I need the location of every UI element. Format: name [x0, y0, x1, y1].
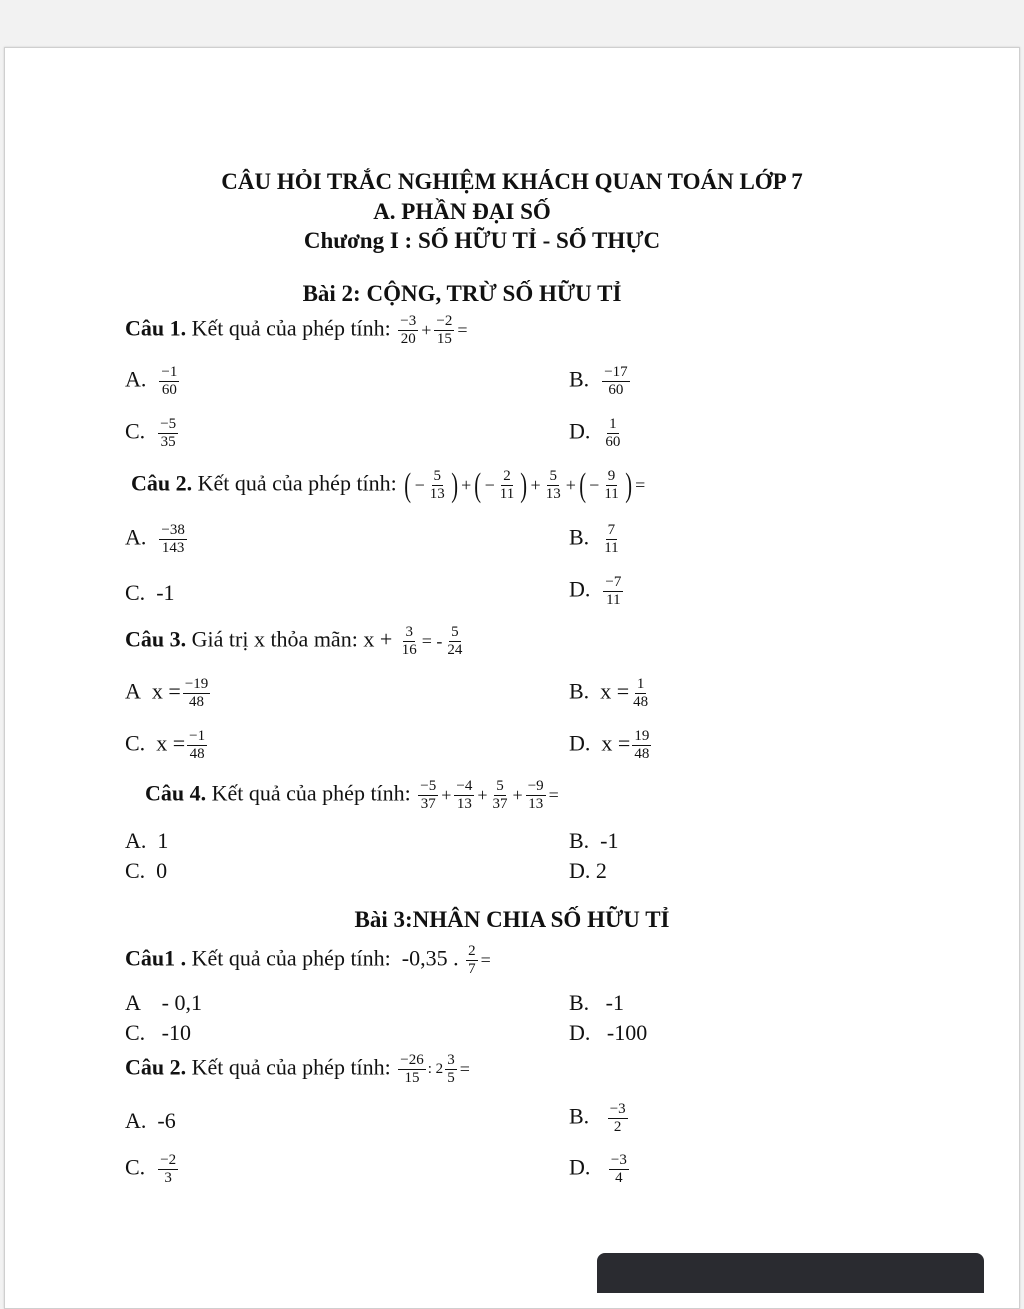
question-text: Kết quả của phép tính: [211, 780, 411, 806]
option-b[interactable]: B. $\frac{-3}{2}$ [569, 1101, 626, 1135]
option-a[interactable]: A. $\frac{-1}{60}$ [125, 364, 178, 398]
option-d[interactable]: D. $\frac{1}{60}$ [569, 416, 621, 450]
option-d[interactable]: D. -100 [569, 1020, 648, 1045]
option-d[interactable]: D. x = $\frac{19}{48}$ [569, 728, 650, 762]
question-label: Câu 4. [145, 780, 207, 806]
question-1: Câu 1. Kết quả của phép tính: $\frac{-3}{20}$ + $\frac{-2}{15}$ = [125, 313, 468, 347]
option-d[interactable]: D. 2 [569, 858, 607, 883]
option-b[interactable]: B. -1 [569, 828, 619, 853]
section-heading-bai3: Bài 3:NHÂN CHIA SỐ HỮU TỈ [354, 907, 670, 932]
question-label: Câu 2. [131, 470, 193, 496]
question-text: Kết quả của phép tính: [191, 945, 391, 971]
viewer-top-strip [0, 0, 1024, 46]
option-c[interactable]: C. 0 [125, 858, 168, 883]
question-text: Kết quả của phép tính: [197, 470, 397, 496]
option-a[interactable]: A - 0,1 [125, 990, 202, 1015]
option-c[interactable]: C. $\frac{-2}{3}$ [125, 1152, 177, 1186]
option-d[interactable]: D. $\frac{-7}{11}$ [569, 574, 622, 608]
option-c[interactable]: C. x = $\frac{-1}{48}$ [125, 728, 206, 762]
option-a[interactable]: A. 1 [125, 828, 169, 853]
question-4: Câu 4. Kết quả của phép tính: $\frac{-5}{37}$ + $\frac{-4}{13}$ + $\frac{5}{37}$ + $\frac{-9}{13}$ = [145, 778, 559, 812]
option-a[interactable]: A x = $\frac{-19}{48}$ [125, 676, 209, 710]
option-c[interactable]: C. -1 [125, 580, 175, 605]
chapter-heading: Chương I : SỐ HỮU TỈ - SỐ THỰC [303, 228, 661, 253]
question-label: Câu 1. [125, 315, 187, 341]
document-page [4, 47, 1020, 1309]
question-text: Kết quả của phép tính: [191, 315, 391, 341]
document-title: CÂU HỎI TRẮC NGHIỆM KHÁCH QUAN TOÁN LỚP 7 [221, 169, 803, 194]
question-2: Câu 2. Kết quả của phép tính: ( − $\frac{5}{13}$ ) +( − $\frac{2}{11}$ ) + $\frac{5}{13}$ +( − $\frac{9}{11}$ ) = [131, 466, 646, 504]
option-a[interactable]: A. -6 [125, 1108, 176, 1133]
option-b[interactable]: B. x = $\frac{1}{48}$ [569, 676, 649, 710]
bottom-overlay-panel [597, 1253, 984, 1293]
section-heading-bai2: Bài 2: CỘNG, TRỪ SỐ HỮU TỈ [302, 281, 622, 306]
option-d[interactable]: D. $\frac{-3}{4}$ [569, 1152, 627, 1186]
fraction: $\frac{-2}{15}$ [436, 313, 453, 347]
question-label: Câu 3. [125, 626, 187, 652]
option-b[interactable]: B. $\frac{7}{11}$ [569, 522, 619, 556]
question-label: Câu1 . [125, 945, 187, 971]
option-b[interactable]: B. -1 [569, 990, 624, 1015]
part-heading: A. PHẦN ĐẠI SỐ [373, 199, 551, 224]
question-text: Kết quả của phép tính: [191, 1054, 391, 1080]
question-label: Câu 2. [125, 1054, 187, 1080]
question-text: Giá trị x thỏa mãn: [191, 626, 358, 652]
question-1: Câu1 . Kết quả của phép tính: -0,35 . $\frac{2}{7}$ = [125, 943, 491, 977]
option-a[interactable]: A. $\frac{-38}{143}$ [125, 522, 185, 556]
question-3: Câu 3. Giá trị x thỏa mãn: x + $\frac{3}{16}$ = - $\frac{5}{24}$ [125, 624, 463, 658]
option-b[interactable]: B. $\frac{-17}{60}$ [569, 364, 628, 398]
option-c[interactable]: C. -10 [125, 1020, 191, 1045]
option-c[interactable]: C. $\frac{-5}{35}$ [125, 416, 177, 450]
question-2: Câu 2. Kết quả của phép tính: $\frac{-26}{15}$ : 2 $\frac{3}{5}$ = [125, 1052, 470, 1086]
fraction: $\frac{-3}{20}$ [400, 313, 417, 347]
